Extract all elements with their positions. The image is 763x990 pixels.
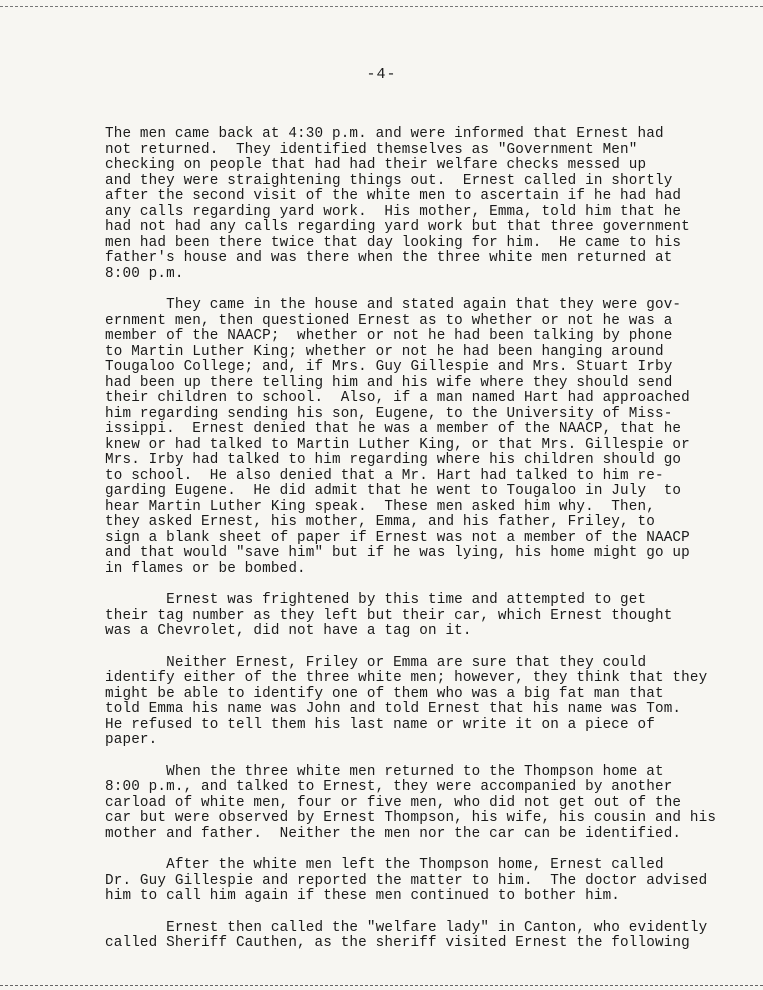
paragraph-4: Neither Ernest, Friley or Emma are sure that they could identify either of the three white men; however, they think that they might be able to identify one of them who was a big fat man that told Emma his name was John and told Ernest that his name was Tom. He refused to tell them his last name or write it on a piece of paper. bbox=[105, 654, 708, 748]
paragraph-5: When the three white men returned to the Thompson home at 8:00 p.m., and talked to Ernest, they were accompanied by another carload of white men, four or five men, who did not get out of the car but were observed by Ernest Thompson, his wife, his cousin and his mother and father. Neither the men nor the car can be identified. bbox=[105, 763, 717, 842]
bottom-page-edge bbox=[0, 985, 763, 986]
document-body bbox=[105, 127, 745, 968]
paragraph-3: Ernest was frightened by this time and attempted to get their tag number as they left but their car, which Ernest thought was a Chevrolet, did not have a tag on it. bbox=[105, 592, 673, 639]
paragraph-6: After the white men left the Thompson home, Ernest called Dr. Guy Gillespie and reported the matter to him. The doctor advised him to call him again if these men continued to bother him. bbox=[105, 857, 708, 904]
paragraph-1: The men came back at 4:30 p.m. and were informed that Ernest had not returned. They identified themselves as "Government Men" checking on people that had had their welfare checks messed up and they were straightening things out. Ernest called in shortly after the second visit of the white men to ascertain if he had had any calls regarding yard work. His mother, Emma, told him that he had not had any calls regarding yard work but that three government men had been there twice that day looking for him. He came to his father's house and was there when the three white men returned at 8:00 p.m. bbox=[105, 126, 690, 282]
top-page-edge bbox=[0, 6, 763, 7]
paragraph-7: Ernest then called the "welfare lady" in Canton, who evidently called Sheriff Cauthen, as the sheriff visited Ernest the following bbox=[105, 919, 708, 951]
paragraph-2: They came in the house and stated again that they were gov- ernment men, then questioned Ernest as to whether or not he was a member of the NAACP; whether or not he had been talking by phone to Martin Luther King; whether or not he had been hanging around Tougaloo College; and, if Mrs. Guy Gillespie and Mrs. Stuart Irby had been up there telling him and his wife where they should send their children to school. Also, if a man named Hart had approached him regarding sending his son, Eugene, to the University of Miss- issippi. Ernest denied that he was a member of the NAACP, that he knew or had talked to Martin Luther King, or that Mrs. Gillespie or Mrs. Irby had talked to him regarding where his children should go to school. He also denied that a Mr. Hart had talked to him re- garding Eugene. He did admit that he went to Tougaloo in July to hear Martin Luther King speak. These men asked him why. Then, they asked Ernest, his mother, Emma, and his father, Friley, to sign a blank sheet of paper if Ernest was not a member of the NAACP and that would "save him" but if he was lying, his home might go up in flames or be bombed. bbox=[105, 297, 690, 577]
page-number: -4- bbox=[366, 66, 397, 83]
